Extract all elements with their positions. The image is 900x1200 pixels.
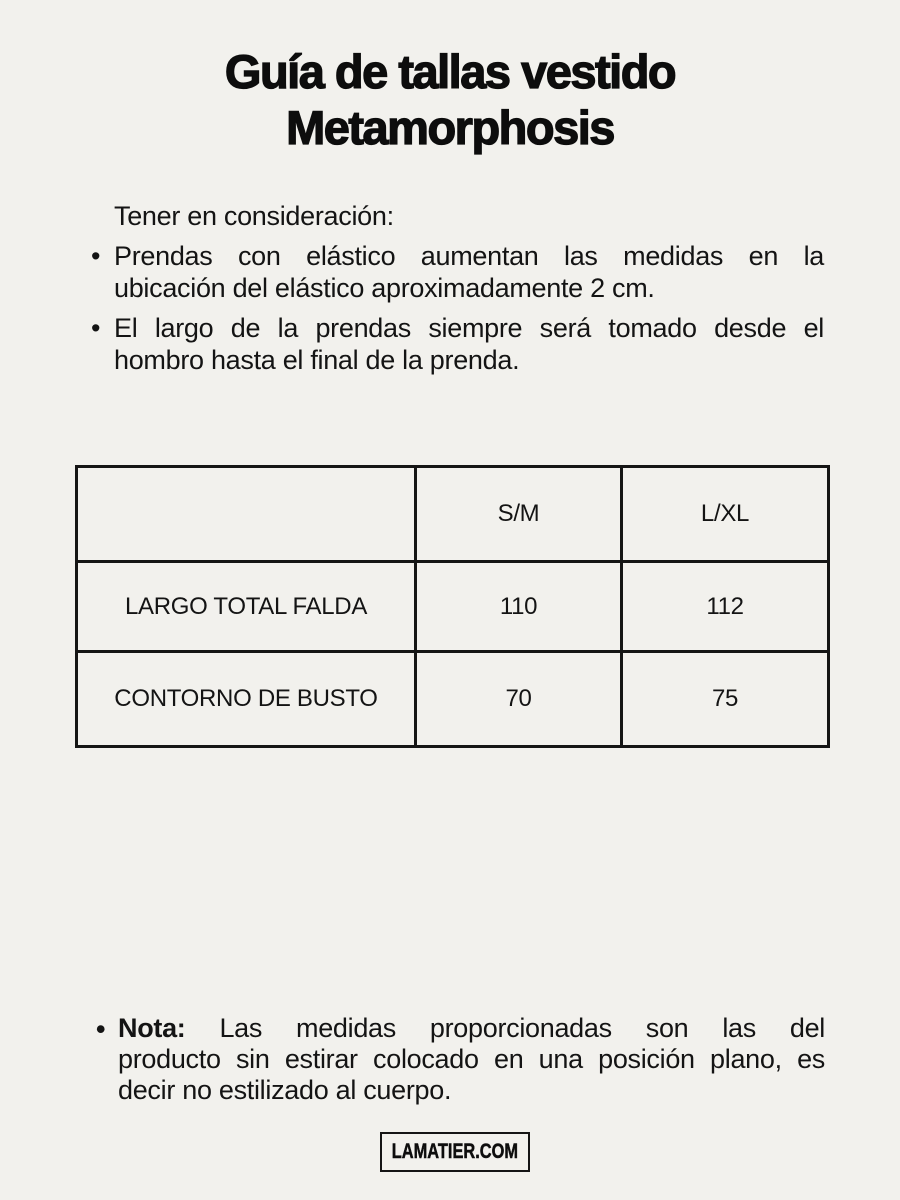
cell-value: 112 <box>622 562 829 652</box>
considerations-heading: Tener en consideración: <box>114 201 394 231</box>
note-text-line: decir no estilizado al cuerpo. <box>118 1075 452 1105</box>
list-item-text-line: ubicación del elástico aproximadamente 2 cm. <box>114 273 655 303</box>
table-header-row <box>77 467 829 562</box>
brand-box <box>380 1132 530 1172</box>
bullet-icon: • <box>96 1014 106 1044</box>
row-label: LARGO TOTAL FALDA <box>77 562 416 652</box>
note-label: Nota: <box>118 1013 186 1043</box>
table-header-lxl: L/XL <box>622 467 829 562</box>
cell-value: 75 <box>622 652 829 747</box>
note-text-line <box>118 1013 825 1044</box>
note-text <box>96 1013 825 1106</box>
list-item <box>90 240 824 304</box>
brand-name: LAMATIER.COM <box>391 1140 519 1163</box>
note-text-rest: Las medidas proporcionadas son las del <box>219 1013 825 1043</box>
table-header-sm: S/M <box>416 467 622 562</box>
table-row <box>77 652 829 747</box>
list-item-text-line: hombro hasta el final de la prenda. <box>114 345 520 375</box>
bullet-icon: • <box>91 241 101 271</box>
page-title-line-2: Metamorphosis <box>286 101 614 154</box>
page-title-line-1: Guía de tallas vestido <box>224 45 676 98</box>
note-section <box>96 1013 825 1106</box>
table-header-empty <box>77 467 416 562</box>
list-item <box>90 312 824 376</box>
list-item-text-line: Prendas con elástico aumentan las medidas en la <box>114 241 824 271</box>
considerations-section <box>90 200 824 376</box>
table-row <box>77 562 829 652</box>
size-table <box>75 465 830 748</box>
cell-value: 110 <box>416 562 622 652</box>
row-label: CONTORNO DE BUSTO <box>77 652 416 747</box>
bullet-icon: • <box>91 313 101 343</box>
cell-value: 70 <box>416 652 622 747</box>
note-text-line: producto sin estirar colocado en una posición plano, es <box>118 1044 825 1074</box>
page-title <box>0 44 900 156</box>
list-item-text-line: El largo de la prendas siempre será tomado desde el <box>114 313 824 343</box>
